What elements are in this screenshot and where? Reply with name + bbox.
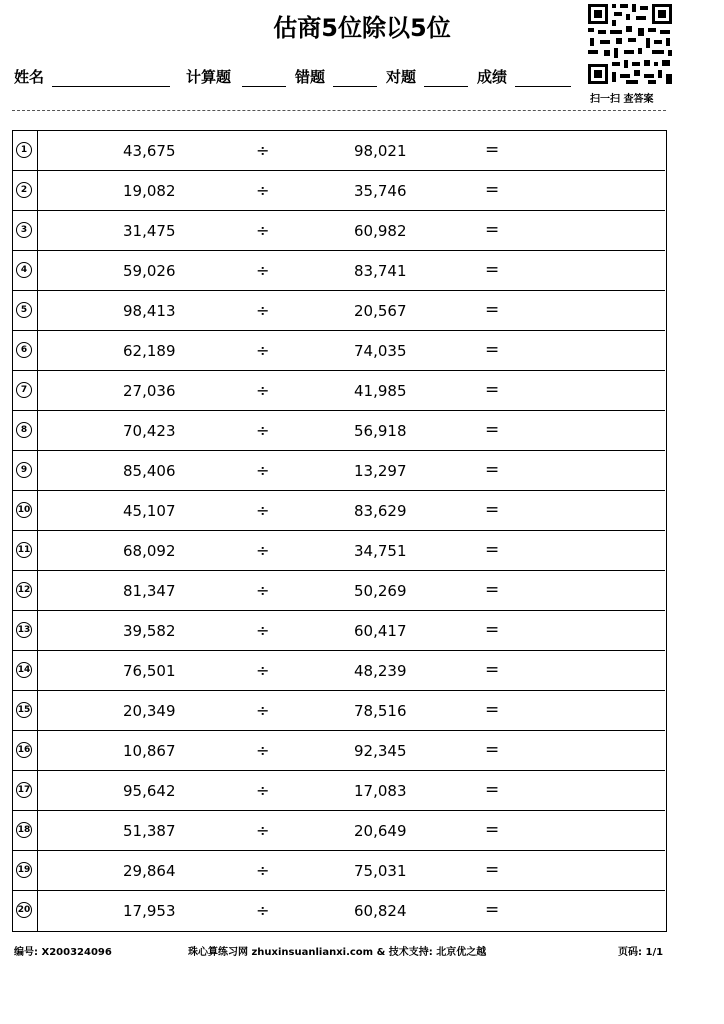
- problem-number: 13: [16, 622, 32, 638]
- equals-sign: =: [485, 860, 500, 880]
- number-cell: [13, 651, 38, 690]
- number-cell: [13, 131, 38, 170]
- problem-number: 18: [16, 822, 32, 838]
- equals-sign: =: [485, 660, 500, 680]
- name-field[interactable]: [52, 86, 170, 87]
- problem-row: [13, 411, 665, 451]
- divisor: 60,417: [354, 622, 407, 640]
- dividend: 45,107: [123, 502, 176, 520]
- equals-sign: =: [485, 340, 500, 360]
- problem-number: 10: [16, 502, 32, 518]
- number-cell: [13, 731, 38, 770]
- page-title: 估商5位除以5位: [273, 14, 451, 42]
- problem-number: 1: [16, 142, 32, 158]
- equals-sign: =: [485, 540, 500, 560]
- divide-sign: ÷: [256, 781, 270, 800]
- equals-sign: =: [485, 460, 500, 480]
- dividend: 43,675: [123, 142, 176, 160]
- dividend: 76,501: [123, 662, 176, 680]
- problem-number: 17: [16, 782, 32, 798]
- equals-sign: =: [485, 300, 500, 320]
- divisor: 13,297: [354, 462, 407, 480]
- dividend: 68,092: [123, 542, 176, 560]
- divisor: 98,021: [354, 142, 407, 160]
- number-cell: [13, 771, 38, 810]
- number-cell: [13, 411, 38, 450]
- score-label: 成绩: [477, 68, 508, 86]
- equals-sign: =: [485, 380, 500, 400]
- number-cell: [13, 491, 38, 530]
- dividend: 17,953: [123, 902, 176, 920]
- divide-sign: ÷: [256, 901, 270, 920]
- problem-row: [13, 771, 665, 811]
- divide-sign: ÷: [256, 341, 270, 360]
- equals-sign: =: [485, 820, 500, 840]
- divide-sign: ÷: [256, 261, 270, 280]
- dividend: 81,347: [123, 582, 176, 600]
- number-cell: [13, 811, 38, 850]
- dividend: 62,189: [123, 342, 176, 360]
- number-cell: [13, 251, 38, 290]
- footer-site: 珠心算练习网 zhuxinsuanlianxi.com & 技术支持: 北京优之越: [188, 947, 487, 958]
- qr-code-icon[interactable]: [586, 2, 674, 86]
- dividend: 39,582: [123, 622, 176, 640]
- number-cell: [13, 611, 38, 650]
- problem-number: 11: [16, 542, 32, 558]
- divide-sign: ÷: [256, 621, 270, 640]
- problem-number: 14: [16, 662, 32, 678]
- footer-code: 编号: X200324096: [14, 947, 112, 958]
- problem-row: [13, 891, 665, 931]
- dividend: 70,423: [123, 422, 176, 440]
- total-label: 计算题: [186, 68, 232, 86]
- divide-sign: ÷: [256, 381, 270, 400]
- dividend: 19,082: [123, 182, 176, 200]
- divide-sign: ÷: [256, 861, 270, 880]
- divisor: 56,918: [354, 422, 407, 440]
- number-cell: [13, 331, 38, 370]
- problem-number: 20: [16, 902, 32, 918]
- problem-row: [13, 131, 665, 171]
- problem-row: [13, 371, 665, 411]
- problem-row: [13, 691, 665, 731]
- divisor: 48,239: [354, 662, 407, 680]
- problem-row: [13, 531, 665, 571]
- problem-row: [13, 731, 665, 771]
- equals-sign: =: [485, 900, 500, 920]
- dividend: 59,026: [123, 262, 176, 280]
- number-cell: [13, 171, 38, 210]
- divide-sign: ÷: [256, 181, 270, 200]
- problem-row: [13, 811, 665, 851]
- footer-page: 页码: 1/1: [618, 947, 664, 958]
- divide-sign: ÷: [256, 821, 270, 840]
- divide-sign: ÷: [256, 661, 270, 680]
- equals-sign: =: [485, 180, 500, 200]
- problem-row: [13, 251, 665, 291]
- equals-sign: =: [485, 260, 500, 280]
- problem-row: [13, 291, 665, 331]
- dividend: 51,387: [123, 822, 176, 840]
- divide-sign: ÷: [256, 421, 270, 440]
- dashed-divider: [12, 110, 666, 111]
- qr-caption: 扫一扫 查答案: [590, 94, 654, 105]
- dividend: 85,406: [123, 462, 176, 480]
- divide-sign: ÷: [256, 541, 270, 560]
- divide-sign: ÷: [256, 501, 270, 520]
- equals-sign: =: [485, 580, 500, 600]
- number-cell: [13, 371, 38, 410]
- dividend: 98,413: [123, 302, 176, 320]
- number-cell: [13, 531, 38, 570]
- divide-sign: ÷: [256, 701, 270, 720]
- number-cell: [13, 691, 38, 730]
- number-cell: [13, 451, 38, 490]
- divisor: 41,985: [354, 382, 407, 400]
- problem-number: 15: [16, 702, 32, 718]
- equals-sign: =: [485, 620, 500, 640]
- number-cell: [13, 291, 38, 330]
- problems-table: [12, 130, 667, 932]
- divisor: 34,751: [354, 542, 407, 560]
- equals-sign: =: [485, 220, 500, 240]
- problem-row: [13, 331, 665, 371]
- problem-row: [13, 451, 665, 491]
- problem-number: 2: [16, 182, 32, 198]
- equals-sign: =: [485, 700, 500, 720]
- number-cell: [13, 571, 38, 610]
- equals-sign: =: [485, 780, 500, 800]
- dividend: 10,867: [123, 742, 176, 760]
- equals-sign: =: [485, 740, 500, 760]
- divisor: 50,269: [354, 582, 407, 600]
- problem-number: 9: [16, 462, 32, 478]
- problem-row: [13, 851, 665, 891]
- divide-sign: ÷: [256, 221, 270, 240]
- divisor: 75,031: [354, 862, 407, 880]
- dividend: 31,475: [123, 222, 176, 240]
- divide-sign: ÷: [256, 581, 270, 600]
- divisor: 35,746: [354, 182, 407, 200]
- number-cell: [13, 891, 38, 931]
- number-cell: [13, 851, 38, 890]
- dividend: 20,349: [123, 702, 176, 720]
- wrong-label: 错题: [295, 68, 326, 86]
- divisor: 74,035: [354, 342, 407, 360]
- divide-sign: ÷: [256, 741, 270, 760]
- number-cell: [13, 211, 38, 250]
- equals-sign: =: [485, 140, 500, 160]
- dividend: 29,864: [123, 862, 176, 880]
- problem-row: [13, 571, 665, 611]
- wrong-field[interactable]: [333, 86, 377, 87]
- divisor: 83,629: [354, 502, 407, 520]
- divisor: 60,824: [354, 902, 407, 920]
- problem-number: 16: [16, 742, 32, 758]
- divisor: 83,741: [354, 262, 407, 280]
- problem-number: 5: [16, 302, 32, 318]
- divisor: 20,567: [354, 302, 407, 320]
- total-field[interactable]: [242, 86, 286, 87]
- divide-sign: ÷: [256, 301, 270, 320]
- problem-row: [13, 651, 665, 691]
- equals-sign: =: [485, 420, 500, 440]
- divisor: 92,345: [354, 742, 407, 760]
- problem-number: 3: [16, 222, 32, 238]
- divisor: 60,982: [354, 222, 407, 240]
- problem-number: 4: [16, 262, 32, 278]
- right-label: 对题: [386, 68, 417, 86]
- name-label: 姓名: [14, 68, 45, 86]
- problem-row: [13, 171, 665, 211]
- divisor: 17,083: [354, 782, 407, 800]
- problem-number: 19: [16, 862, 32, 878]
- problem-row: [13, 211, 665, 251]
- equals-sign: =: [485, 500, 500, 520]
- problem-row: [13, 491, 665, 531]
- dividend: 27,036: [123, 382, 176, 400]
- right-field[interactable]: [424, 86, 468, 87]
- problem-number: 6: [16, 342, 32, 358]
- dividend: 95,642: [123, 782, 176, 800]
- divisor: 20,649: [354, 822, 407, 840]
- problem-number: 8: [16, 422, 32, 438]
- score-field[interactable]: [515, 86, 571, 87]
- divide-sign: ÷: [256, 461, 270, 480]
- divide-sign: ÷: [256, 141, 270, 160]
- problem-row: [13, 611, 665, 651]
- problem-number: 12: [16, 582, 32, 598]
- divisor: 78,516: [354, 702, 407, 720]
- problem-number: 7: [16, 382, 32, 398]
